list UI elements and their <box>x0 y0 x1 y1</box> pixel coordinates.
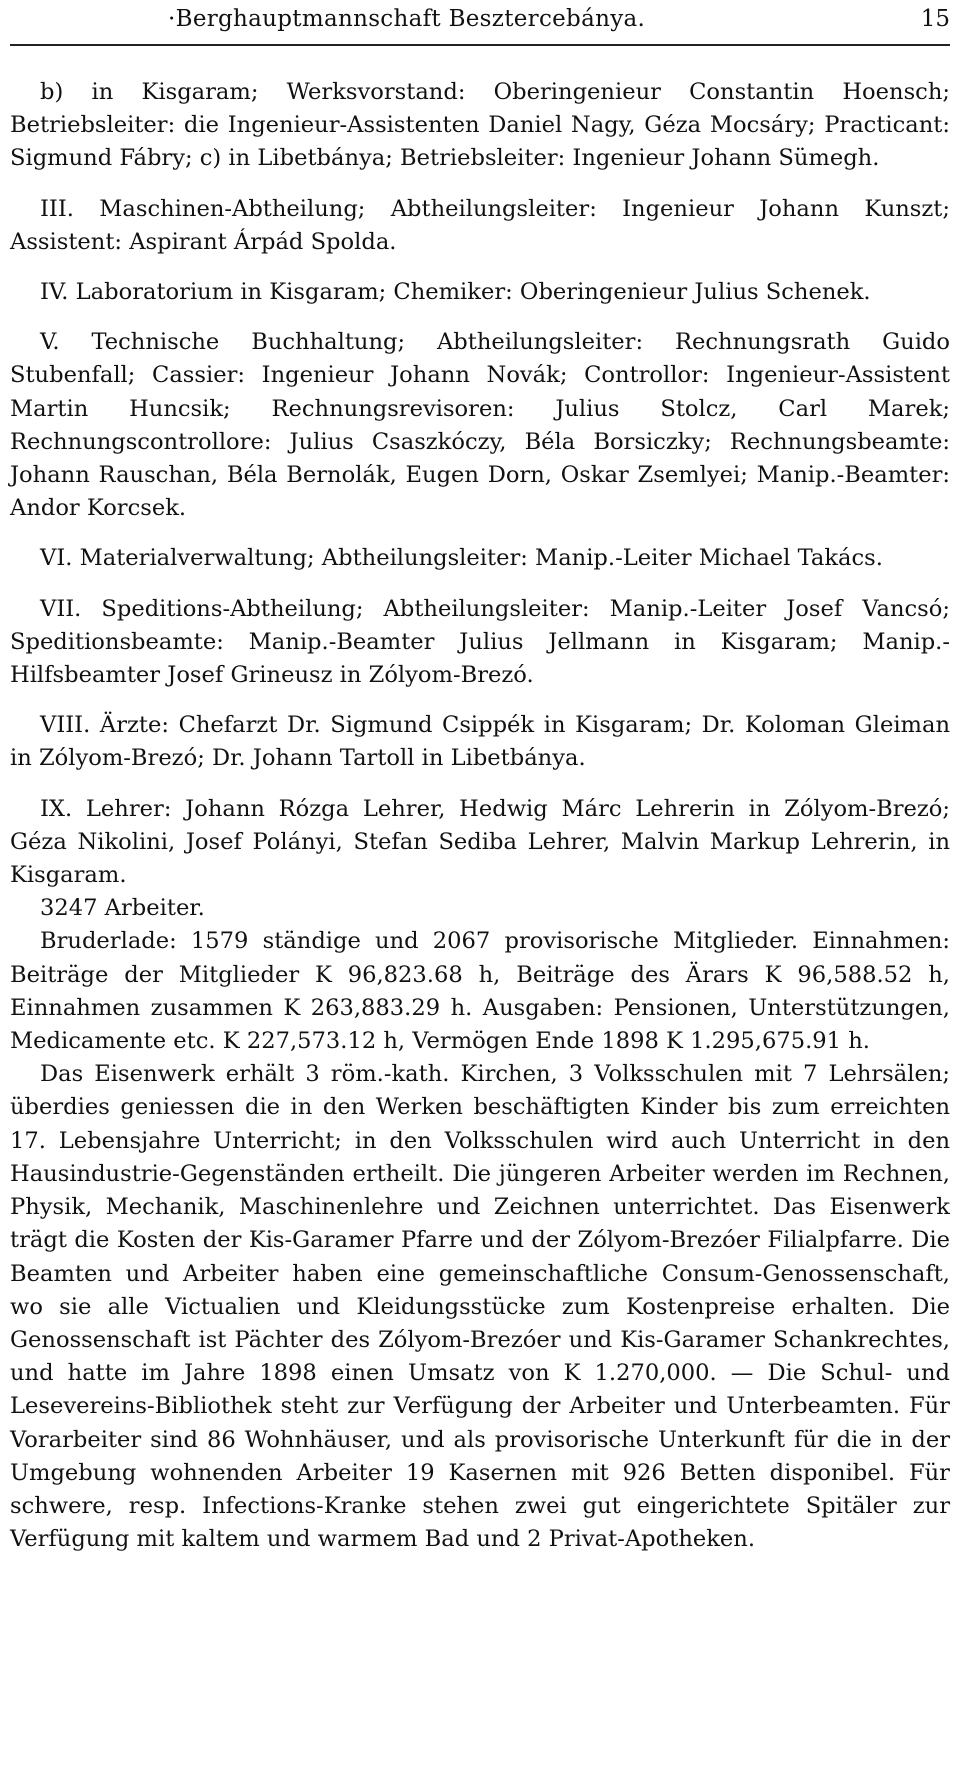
paragraph-arbeiter: 3247 Arbeiter. <box>40 895 205 922</box>
paragraph-technische-buchhaltung: V. Technische Buchhaltung; Abtheilungsleiter: Rechnungsrath Guido Stubenfall; Cassier: Ingenieur Johann Novák; Controllor: Ingenieur-Assistent Martin Huncsik; Rechnungsrevisoren: Julius Stolcz, Carl Marek; Rechnungscontrollore: Julius Csaszkóczy, Béla Borsiczky; Rechnungsbeamte: Johann Rauschan, Béla Bernolák, Eugen Dorn, Oskar Zsemlyei; Manip.-Beamter: Andor Korcsek. <box>10 329 950 522</box>
paragraph-bruderlade: Bruderlade: 1579 ständige und 2067 provisorische Mitglieder. Einnahmen: Beiträge der Mitglieder K 96,823.68 h, Beiträge des Ärars K 96,588.52 h, Einnahmen zusammen K 263,883.29 h. Ausgaben: Pensionen, Unterstützungen, Medicamente etc. K 227,573.12 h, Vermögen Ende 1898 K 1.295,675.91 h. <box>10 928 950 1055</box>
page-header <box>10 0 950 46</box>
paragraph-lehrer: IX. Lehrer: Johann Rózga Lehrer, Hedwig Márc Lehrerin in Zólyom-Brezó; Géza Nikolini, Josef Polányi, Stefan Sediba Lehrer, Malvin Markup Lehrerin, in Kisgaram. <box>10 795 950 889</box>
document-page <box>10 0 950 1556</box>
paragraph-materialverwaltung: VI. Materialverwaltung; Abtheilungsleiter: Manip.-Leiter Michael Takács. <box>40 545 883 572</box>
paragraph-kisgaram-libetbanya: b) in Kisgaram; Werksvorstand: Oberingenieur Constantin Hoensch; Betriebsleiter: die Ingenieur-Assistenten Daniel Nagy, Géza Mocsáry; Practicant: Sigmund Fábry; c) in Libetbánya; Betriebsleiter: Ingenieur Johann Sümegh. <box>10 79 950 172</box>
paragraph-laboratorium: IV. Laboratorium in Kisgaram; Chemiker: Oberingenieur Julius Schenek. <box>40 279 871 306</box>
running-title: ·Berghauptmannschaft Besztercebánya. <box>168 6 646 32</box>
paragraph-maschinen-abtheilung: III. Maschinen-Abtheilung; Abtheilungsleiter: Ingenieur Johann Kunszt; Assistent: Aspirant Árpád Spolda. <box>10 195 950 255</box>
paragraph-speditions-abtheilung: VII. Speditions-Abtheilung; Abtheilungsleiter: Manip.-Leiter Josef Vancsó; Speditionsbeamte: Manip.-Beamter Julius Jellmann in Kisgaram; Manip.-Hilfsbeamter Josef Grineusz in Zólyom-Brezó. <box>10 595 950 689</box>
page-number: 15 <box>920 6 950 32</box>
document-body <box>10 76 950 1556</box>
paragraph-aerzte: VIII. Ärzte: Chefarzt Dr. Sigmund Csippék in Kisgaram; Dr. Koloman Gleiman in Zólyom-Brezó; Dr. Johann Tartoll in Libetbánya. <box>10 712 950 772</box>
paragraph-eisenwerk: Das Eisenwerk erhält 3 röm.-kath. Kirchen, 3 Volksschulen mit 7 Lehrsälen; überdies geniessen die in den Werken beschäftigten Kinder bis zum erreichten 17. Lebensjahre Unterricht; in den Volksschulen wird auch Unterricht in den Hausindustrie-Gegenständen ertheilt. Die jüngeren Arbeiter werden im Rechnen, Physik, Mechanik, Maschinenlehre und Zeichnen unterrichtet. Das Eisenwerk trägt die Kosten der Kis-Garamer Pfarre und der Zólyom-Brezóer Filialpfarre. Die Beamten und Arbeiter haben eine gemeinschaftliche Consum-Genossenschaft, wo sie alle Victualien und Kleidungsstücke zum Kostenpreise erhalten. Die Genossenschaft ist Pächter des Zólyom-Brezóer und Kis-Garamer Schankrechtes, und hatte im Jahre 1898 einen Umsatz von K 1.270,000. — Die Schul- und Lesevereins-Bibliothek steht zur Verfügung der Arbeiter und Unterbeamten. Für Vorarbeiter sind 86 Wohnhäuser, und als provisorische Unterkunft für die in der Umgebung wohnenden Arbeiter 19 Kasernen mit 926 Betten disponibel. Für schwere, resp. Infections-Kranke stehen zwei gut eingerichtete Spitäler zur Verfügung mit kaltem und warmem Bad und 2 Privat-Apotheken. <box>10 1061 950 1553</box>
